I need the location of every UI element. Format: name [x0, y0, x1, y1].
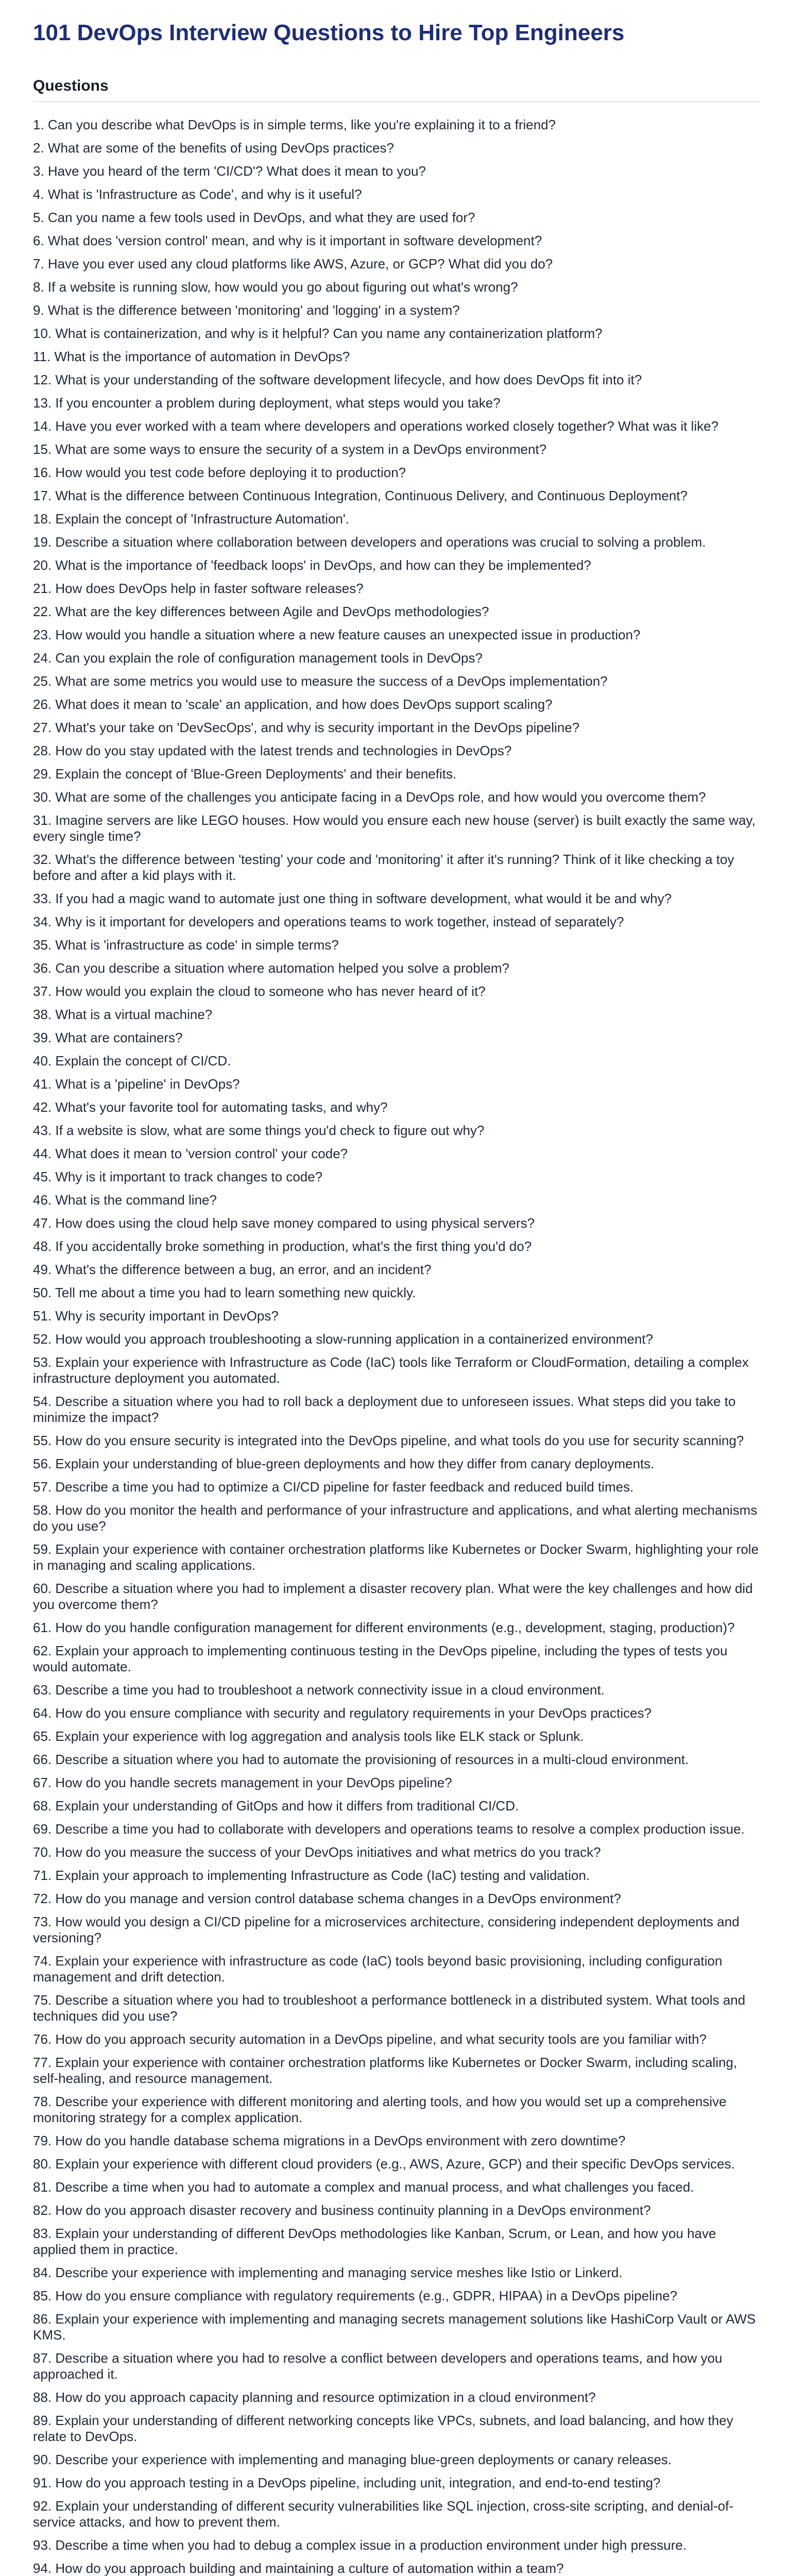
questions-list	[33, 113, 760, 2576]
page-title: 101 DevOps Interview Questions to Hire Top Engineers	[33, 20, 625, 45]
question-item: 58. How do you monitor the health and performance of your infrastructure and applications, and what alerting mechanisms do you use?	[33, 1502, 758, 1534]
question-item: 45. Why is it important to track changes to code?	[33, 1169, 323, 1184]
question-item: 49. What's the difference between a bug, an error, and an incident?	[33, 1262, 432, 1277]
question-item: 4. What is 'Infrastructure as Code', and why is it useful?	[33, 187, 362, 202]
question-item: 80. Explain your experience with different cloud providers (e.g., AWS, Azure, GCP) and their specific DevOps services.	[33, 2156, 735, 2172]
question-item: 71. Explain your approach to implementing Infrastructure as Code (IaC) testing and validation.	[33, 1868, 590, 1883]
question-item: 8. If a website is running slow, how would you go about figuring out what's wrong?	[33, 279, 518, 295]
question-item: 74. Explain your experience with infrastructure as code (IaC) tools beyond basic provisioning, including configuration management and drift detection.	[33, 1953, 723, 1985]
question-item: 37. How would you explain the cloud to someone who has never heard of it?	[33, 984, 486, 999]
question-item: 43. If a website is slow, what are some things you'd check to figure out why?	[33, 1123, 485, 1138]
question-item: 12. What is your understanding of the software development lifecycle, and how does DevOps fit into it?	[33, 372, 642, 387]
question-item: 82. How do you approach disaster recovery and business continuity planning in a DevOps environment?	[33, 2202, 651, 2218]
question-item: 21. How does DevOps help in faster software releases?	[33, 581, 364, 596]
question-item: 94. How do you approach building and maintaining a culture of automation within a team?	[33, 2561, 564, 2576]
question-item: 78. Describe your experience with different monitoring and alerting tools, and how you would set up a comprehensive monitoring strategy for a complex application.	[33, 2094, 727, 2125]
question-item: 7. Have you ever used any cloud platforms like AWS, Azure, or GCP? What did you do?	[33, 256, 553, 272]
question-item: 41. What is a 'pipeline' in DevOps?	[33, 1076, 240, 1092]
question-item: 86. Explain your experience with implementing and managing secrets management solutions like HashiCorp Vault or AWS KMS.	[33, 2311, 756, 2343]
question-item: 53. Explain your experience with Infrastructure as Code (IaC) tools like Terraform or CloudFormation, detailing a complex infrastructure deployment you automated.	[33, 1354, 749, 1386]
section-heading: Questions	[33, 77, 760, 102]
question-item: 85. How do you ensure compliance with regulatory requirements (e.g., GDPR, HIPAA) in a DevOps pipeline?	[33, 2288, 677, 2303]
question-item: 28. How do you stay updated with the latest trends and technologies in DevOps?	[33, 743, 512, 758]
question-item: 68. Explain your understanding of GitOps and how it differs from traditional CI/CD.	[33, 1798, 519, 1814]
question-item: 29. Explain the concept of 'Blue-Green Deployments' and their benefits.	[33, 766, 457, 782]
question-item: 48. If you accidentally broke something in production, what's the first thing you'd do?	[33, 1239, 532, 1254]
question-item: 67. How do you handle secrets management in your DevOps pipeline?	[33, 1775, 452, 1790]
question-item: 73. How would you design a CI/CD pipeline for a microservices architecture, considering independent deployments and versioning?	[33, 1914, 740, 1945]
question-item: 10. What is containerization, and why is it helpful? Can you name any containerization platform?	[33, 326, 603, 341]
question-item: 64. How do you ensure compliance with security and regulatory requirements in your DevOps practices?	[33, 1705, 652, 1721]
question-item: 66. Describe a situation where you had to automate the provisioning of resources in a multi-cloud environment.	[33, 1752, 689, 1767]
question-item: 77. Explain your experience with container orchestration platforms like Kubernetes or Docker Swarm, including scaling, self-healing, and resource management.	[33, 2055, 738, 2086]
question-item: 56. Explain your understanding of blue-green deployments and how they differ from canary deployments.	[33, 1456, 655, 1471]
question-item: 84. Describe your experience with implementing and managing service meshes like Istio or Linkerd.	[33, 2265, 623, 2280]
question-item: 47. How does using the cloud help save money compared to using physical servers?	[33, 1215, 535, 1231]
question-item: 65. Explain your experience with log aggregation and analysis tools like ELK stack or Splunk.	[33, 1728, 584, 1744]
question-item: 38. What is a virtual machine?	[33, 1007, 213, 1022]
question-item: 54. Describe a situation where you had to roll back a deployment due to unforeseen issues. What steps did you take to minimize the impact?	[33, 1394, 736, 1425]
question-item: 3. Have you heard of the term 'CI/CD'? What does it mean to you?	[33, 163, 426, 179]
question-item: 22. What are the key differences between Agile and DevOps methodologies?	[33, 604, 489, 619]
question-item: 40. Explain the concept of CI/CD.	[33, 1053, 231, 1069]
question-item: 70. How do you measure the success of your DevOps initiatives and what metrics do you track?	[33, 1844, 601, 1860]
question-item: 32. What's the difference between 'testing' your code and 'monitoring' it after it's running? Think of it like checking a toy before and after a kid plays with it.	[33, 852, 734, 883]
question-item: 19. Describe a situation where collaboration between developers and operations was crucial to solving a problem.	[33, 534, 706, 550]
question-item: 6. What does 'version control' mean, and why is it important in software development?	[33, 233, 542, 248]
question-item: 23. How would you handle a situation where a new feature causes an unexpected issue in production?	[33, 627, 641, 642]
question-item: 35. What is 'infrastructure as code' in simple terms?	[33, 937, 339, 953]
question-item: 81. Describe a time when you had to automate a complex and manual process, and what challenges you faced.	[33, 2179, 694, 2195]
question-item: 2. What are some of the benefits of using DevOps practices?	[33, 140, 394, 156]
question-item: 51. Why is security important in DevOps?	[33, 1308, 279, 1324]
question-item: 76. How do you approach security automation in a DevOps pipeline, and what security tools are you familiar with?	[33, 2031, 707, 2047]
question-item: 91. How do you approach testing in a DevOps pipeline, including unit, integration, and end-to-end testing?	[33, 2475, 661, 2490]
question-item: 27. What's your take on 'DevSecOps', and why is security important in the DevOps pipeline?	[33, 720, 580, 735]
question-item: 75. Describe a situation where you had to troubleshoot a performance bottleneck in a distributed system. What tools and techniques did you use?	[33, 1992, 746, 2024]
question-item: 17. What is the difference between Continuous Integration, Continuous Delivery, and Continuous Deployment?	[33, 488, 688, 503]
question-item: 31. Imagine servers are like LEGO houses. How would you ensure each new house (server) is built exactly the same way, every single time?	[33, 812, 756, 844]
question-item: 50. Tell me about a time you had to learn something new quickly.	[33, 1285, 416, 1300]
question-item: 9. What is the difference between 'monitoring' and 'logging' in a system?	[33, 302, 460, 318]
question-item: 88. How do you approach capacity planning and resource optimization in a cloud environment?	[33, 2389, 596, 2405]
question-item: 62. Explain your approach to implementing continuous testing in the DevOps pipeline, including the types of tests you would automate.	[33, 1643, 728, 1674]
question-item: 5. Can you name a few tools used in DevOps, and what they are used for?	[33, 210, 475, 225]
question-item: 89. Explain your understanding of different networking concepts like VPCs, subnets, and load balancing, and how they relate to DevOps.	[33, 2413, 733, 2444]
question-item: 69. Describe a time you had to collaborate with developers and operations teams to resolve a complex production issue.	[33, 1821, 745, 1837]
question-item: 20. What is the importance of 'feedback loops' in DevOps, and how can they be implemented?	[33, 557, 591, 573]
question-item: 55. How do you ensure security is integrated into the DevOps pipeline, and what tools do you use for security scanning?	[33, 1433, 744, 1448]
question-item: 11. What is the importance of automation in DevOps?	[33, 349, 350, 364]
question-item: 14. Have you ever worked with a team where developers and operations worked closely together? What was it like?	[33, 418, 719, 434]
question-item: 25. What are some metrics you would use to measure the success of a DevOps implementation?	[33, 673, 608, 689]
question-item: 83. Explain your understanding of different DevOps methodologies like Kanban, Scrum, or Lean, and how you have applied them in practice.	[33, 2226, 716, 2257]
question-item: 42. What's your favorite tool for automating tasks, and why?	[33, 1099, 388, 1115]
question-item: 90. Describe your experience with implementing and managing blue-green deployments or canary releases.	[33, 2452, 672, 2467]
question-item: 24. Can you explain the role of configuration management tools in DevOps?	[33, 650, 483, 666]
question-item: 44. What does it mean to 'version control' your code?	[33, 1146, 348, 1161]
question-item: 72. How do you manage and version control database schema changes in a DevOps environment?	[33, 1891, 621, 1906]
question-item: 30. What are some of the challenges you anticipate facing in a DevOps role, and how would you overcome them?	[33, 789, 706, 805]
question-item: 46. What is the command line?	[33, 1192, 217, 1208]
question-item: 1. Can you describe what DevOps is in simple terms, like you're explaining it to a friend?	[33, 117, 556, 132]
question-item: 93. Describe a time when you had to debug a complex issue in a production environment under high pressure.	[33, 2537, 687, 2553]
question-item: 79. How do you handle database schema migrations in a DevOps environment with zero downtime?	[33, 2133, 626, 2148]
question-item: 52. How would you approach troubleshooting a slow-running application in a containerized environment?	[33, 1331, 653, 1347]
question-item: 34. Why is it important for developers and operations teams to work together, instead of separately?	[33, 914, 624, 929]
question-item: 59. Explain your experience with container orchestration platforms like Kubernetes or Docker Swarm, highlighting your role in managing and scaling applications.	[33, 1541, 759, 1573]
question-item: 33. If you had a magic wand to automate just one thing in software development, what would it be and why?	[33, 891, 672, 906]
question-item: 57. Describe a time you had to optimize a CI/CD pipeline for faster feedback and reduced build times.	[33, 1479, 634, 1495]
question-item: 87. Describe a situation where you had to resolve a conflict between developers and operations teams, and how you approached it.	[33, 2350, 723, 2382]
question-item: 15. What are some ways to ensure the security of a system in a DevOps environment?	[33, 442, 547, 457]
question-item: 18. Explain the concept of 'Infrastructure Automation'.	[33, 511, 350, 527]
question-item: 92. Explain your understanding of different security vulnerabilities like SQL injection, cross-site scripting, and denial-of-service attacks, and how to prevent them.	[33, 2498, 733, 2530]
question-item: 63. Describe a time you had to troubleshoot a network connectivity issue in a cloud environment.	[33, 1682, 605, 1698]
question-item: 13. If you encounter a problem during deployment, what steps would you take?	[33, 395, 501, 411]
question-item: 16. How would you test code before deploying it to production?	[33, 465, 406, 480]
question-item: 26. What does it mean to 'scale' an application, and how does DevOps support scaling?	[33, 697, 553, 712]
question-item: 36. Can you describe a situation where automation helped you solve a problem?	[33, 960, 510, 976]
question-item: 60. Describe a situation where you had to implement a disaster recovery plan. What were the key challenges and how did you overcome them?	[33, 1581, 753, 1612]
question-item: 39. What are containers?	[33, 1030, 183, 1045]
question-item: 61. How do you handle configuration management for different environments (e.g., development, staging, production)?	[33, 1620, 735, 1635]
